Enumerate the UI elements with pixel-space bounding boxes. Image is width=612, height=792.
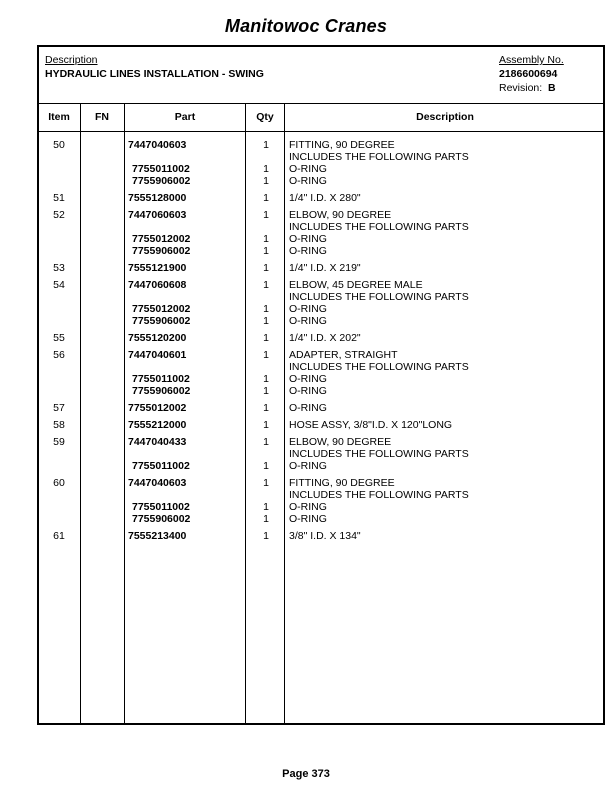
table-row — [39, 151, 603, 163]
table-row — [39, 385, 603, 397]
part-description: O-RING — [289, 233, 327, 245]
item-number: 61 — [53, 530, 65, 542]
parts-list-frame — [37, 45, 605, 725]
item-number: 58 — [53, 419, 65, 431]
column-header-qty: Qty — [256, 111, 274, 123]
item-number: 59 — [53, 436, 65, 448]
part-description: O-RING — [289, 245, 327, 257]
part-number: 7755011002 — [132, 373, 190, 385]
part-description: 1/4" I.D. X 280" — [289, 192, 361, 204]
part-number: 7555213400 — [128, 530, 187, 542]
part-description: INCLUDES THE FOLLOWING PARTS — [289, 221, 469, 233]
assembly-description: HYDRAULIC LINES INSTALLATION - SWING — [45, 68, 264, 80]
part-number: 7755011002 — [132, 163, 190, 175]
part-description: ELBOW, 90 DEGREE — [289, 436, 392, 448]
part-description: INCLUDES THE FOLLOWING PARTS — [289, 151, 469, 163]
item-number: 51 — [53, 192, 65, 204]
page-title: Manitowoc Cranes — [224, 16, 388, 36]
table-row — [39, 291, 603, 303]
table-row — [39, 513, 603, 525]
table-row — [39, 419, 603, 431]
part-number: 7755011002 — [132, 501, 190, 513]
table-row — [39, 209, 603, 221]
quantity: 1 — [263, 163, 269, 175]
parts-table-body — [39, 139, 603, 547]
revision — [499, 82, 556, 94]
column-header-description: Description — [416, 111, 474, 123]
part-description: ELBOW, 90 DEGREE — [289, 209, 392, 221]
description-label: Description — [45, 54, 98, 66]
revision-value: B — [548, 82, 556, 94]
quantity: 1 — [263, 385, 269, 397]
table-row — [39, 315, 603, 327]
part-description: O-RING — [289, 501, 327, 513]
part-description: 1/4" I.D. X 202" — [289, 332, 361, 344]
table-row — [39, 530, 603, 542]
quantity: 1 — [263, 139, 269, 151]
part-number: 7755012002 — [132, 233, 191, 245]
part-description: INCLUDES THE FOLLOWING PARTS — [289, 291, 469, 303]
table-row — [39, 477, 603, 489]
quantity: 1 — [263, 315, 269, 327]
quantity: 1 — [263, 513, 269, 525]
table-row — [39, 332, 603, 344]
column-header-part: Part — [174, 111, 196, 123]
quantity: 1 — [263, 262, 269, 274]
part-description: INCLUDES THE FOLLOWING PARTS — [289, 361, 469, 373]
part-number: 7755906002 — [132, 315, 191, 327]
table-row — [39, 279, 603, 291]
item-number: 56 — [53, 349, 65, 361]
table-row — [39, 163, 603, 175]
part-description: O-RING — [289, 303, 327, 315]
part-description: FITTING, 90 DEGREE — [289, 477, 395, 489]
table-row — [39, 460, 603, 472]
part-description: ADAPTER, STRAIGHT — [289, 349, 398, 361]
table-row — [39, 233, 603, 245]
part-number: 7447040603 — [128, 139, 187, 151]
part-description: O-RING — [289, 175, 327, 187]
part-number: 7755906002 — [132, 175, 191, 187]
part-number: 7555121900 — [128, 262, 187, 274]
item-number: 53 — [53, 262, 65, 274]
table-row — [39, 303, 603, 315]
item-number: 57 — [53, 402, 65, 414]
item-number: 54 — [53, 279, 65, 291]
column-header-fn: FN — [95, 111, 109, 123]
quantity: 1 — [263, 303, 269, 315]
part-number: 7447060608 — [128, 279, 187, 291]
item-number: 60 — [53, 477, 65, 489]
quantity: 1 — [263, 402, 269, 414]
part-number: 7755906002 — [132, 513, 191, 525]
part-description: FITTING, 90 DEGREE — [289, 139, 395, 151]
part-number: 7447040433 — [128, 436, 187, 448]
quantity: 1 — [263, 233, 269, 245]
part-number: 7447060603 — [128, 209, 187, 221]
assembly-header — [39, 47, 603, 104]
part-number: 7555212000 — [128, 419, 187, 431]
quantity: 1 — [263, 373, 269, 385]
table-row — [39, 175, 603, 187]
assembly-number-label: Assembly No. — [499, 54, 564, 66]
part-number: 7755012002 — [132, 303, 191, 315]
table-row — [39, 489, 603, 501]
page-number: Page 373 — [282, 768, 330, 780]
part-description: O-RING — [289, 163, 327, 175]
part-number: 7755906002 — [132, 245, 191, 257]
column-header-item: Item — [48, 111, 70, 123]
part-number: 7447040601 — [128, 349, 187, 361]
part-description: O-RING — [289, 385, 327, 397]
part-number: 7447040603 — [128, 477, 187, 489]
item-number: 50 — [53, 139, 65, 151]
table-row — [39, 192, 603, 204]
part-number: 7555128000 — [128, 192, 187, 204]
part-description: O-RING — [289, 513, 327, 525]
quantity: 1 — [263, 419, 269, 431]
item-number: 52 — [53, 209, 65, 221]
table-row — [39, 448, 603, 460]
part-description: O-RING — [289, 315, 327, 327]
part-description: O-RING — [289, 373, 327, 385]
revision-label: Revision: — [499, 82, 543, 94]
table-row — [39, 402, 603, 414]
table-row — [39, 221, 603, 233]
part-description: O-RING — [289, 402, 327, 414]
part-description: HOSE ASSY, 3/8"I.D. X 120"LONG — [289, 419, 453, 431]
quantity: 1 — [263, 436, 269, 448]
quantity: 1 — [263, 175, 269, 187]
quantity: 1 — [263, 279, 269, 291]
table-row — [39, 139, 603, 151]
part-description: 1/4" I.D. X 219" — [289, 262, 361, 274]
quantity: 1 — [263, 460, 269, 472]
quantity: 1 — [263, 530, 269, 542]
assembly-number: 2186600694 — [499, 68, 558, 80]
table-row — [39, 373, 603, 385]
quantity: 1 — [263, 477, 269, 489]
table-row — [39, 349, 603, 361]
part-description: ELBOW, 45 DEGREE MALE — [289, 279, 423, 291]
quantity: 1 — [263, 332, 269, 344]
table-row — [39, 361, 603, 373]
table-row — [39, 501, 603, 513]
quantity: 1 — [263, 501, 269, 513]
quantity: 1 — [263, 192, 269, 204]
part-description: INCLUDES THE FOLLOWING PARTS — [289, 448, 469, 460]
table-row — [39, 262, 603, 274]
table-row — [39, 436, 603, 448]
quantity: 1 — [263, 349, 269, 361]
part-number: 7555120200 — [128, 332, 187, 344]
part-number: 7755011002 — [132, 460, 190, 472]
item-number: 55 — [53, 332, 65, 344]
table-row — [39, 245, 603, 257]
part-description: O-RING — [289, 460, 327, 472]
part-number: 7755012002 — [128, 402, 187, 414]
quantity: 1 — [263, 209, 269, 221]
part-description: INCLUDES THE FOLLOWING PARTS — [289, 489, 469, 501]
part-description: 3/8" I.D. X 134" — [289, 530, 361, 542]
part-number: 7755906002 — [132, 385, 191, 397]
quantity: 1 — [263, 245, 269, 257]
